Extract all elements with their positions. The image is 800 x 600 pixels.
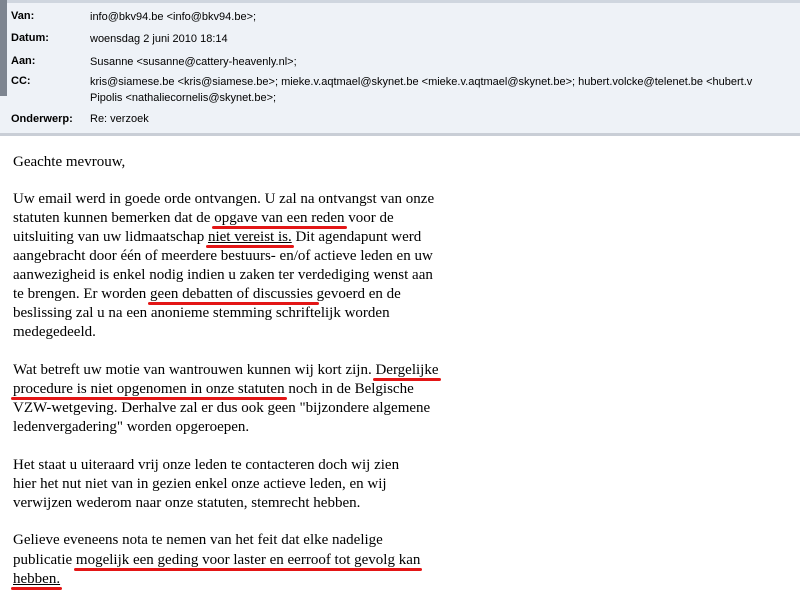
- greeting: Geachte mevrouw,: [13, 154, 126, 170]
- date-value: woensdag 2 juni 2010 18:14: [90, 33, 228, 45]
- body-line: procedure is niet opgenomen in onze statuten noch in de Belgische: [13, 380, 414, 398]
- message-body[interactable]: [0, 138, 800, 600]
- header-divider: [0, 133, 800, 136]
- body-line: aanwezigheid is enkel nodig indien u zaken ter verdediging wenst aan: [13, 267, 433, 283]
- aan-label: Aan:: [11, 55, 36, 67]
- body-line: uitsluiting van uw lidmaatschap niet vereist is. Dit agendapunt werd: [13, 228, 421, 246]
- van-label: Van:: [11, 10, 35, 22]
- cc-label: CC:: [11, 75, 31, 87]
- body-line: te brengen. Er worden geen debatten of discussies gevoerd en de: [13, 285, 401, 303]
- highlighted-phrase: opgave van een reden: [214, 210, 344, 226]
- highlighted-phrase: Dergelijke: [375, 362, 438, 378]
- onderwerp-label: Onderwerp:: [11, 113, 73, 125]
- subject-value: Re: verzoek: [90, 113, 149, 125]
- from-address[interactable]: info@bkv94.be <info@bkv94.be>;: [90, 11, 257, 23]
- header-left-shadow: [0, 0, 7, 96]
- highlighted-phrase: mogelijk een geding voor laster en eerroof tot gevolg kan: [76, 552, 420, 568]
- highlighted-phrase: niet vereist is.: [208, 229, 292, 245]
- body-line: VZW-wetgeving. Derhalve zal er dus ook geen "bijzondere algemene: [13, 400, 431, 416]
- body-line: Wat betreft uw motie van wantrouwen kunnen wij kort zijn. Dergelijke: [13, 361, 439, 379]
- highlighted-phrase: hebben.: [13, 571, 60, 587]
- cc-addresses-line-2[interactable]: Pipolis <nathaliecornelis@skynet.be>;: [90, 92, 277, 104]
- body-line: statuten kunnen bemerken dat de opgave van een reden voor de: [13, 209, 394, 227]
- cc-addresses-line-1[interactable]: kris@siamese.be <kris@siamese.be>; mieke.v.aqtmael@skynet.be <mieke.v.aqtmael@skynet.be>; hubert.volcke@telenet.be <hubert.v: [90, 76, 753, 88]
- red-underline-mark: [11, 587, 62, 590]
- body-line: hier het nut niet van in gezien enkel onze actieve leden, en wij: [13, 476, 387, 492]
- body-line: aangebracht door één of meerdere bestuurs- en/of actieve leden en uw: [13, 248, 433, 264]
- highlighted-phrase: geen debatten of discussies: [150, 286, 317, 302]
- red-underline-mark: [74, 568, 422, 571]
- datum-label: Datum:: [11, 32, 49, 44]
- header-top-border: [0, 0, 800, 3]
- highlighted-phrase: procedure is niet opgenomen in onze statuten: [13, 381, 285, 397]
- body-line: medegedeeld.: [13, 324, 96, 340]
- body-line: [13, 570, 60, 588]
- body-line: ledenvergadering" worden opgeroepen.: [13, 419, 250, 435]
- body-line: verwijzen wederom naar onze statuten, stemrecht hebben.: [13, 495, 361, 511]
- message-header: [0, 0, 800, 136]
- to-address[interactable]: Susanne <susanne@cattery-heavenly.nl>;: [90, 56, 297, 68]
- body-line: Uw email werd in goede orde ontvangen. U zal na ontvangst van onze: [13, 191, 435, 207]
- body-line: beslissing zal u na een anonieme stemming schriftelijk worden: [13, 305, 390, 321]
- body-line: Gelieve eveneens nota te nemen van het feit dat elke nadelige: [13, 532, 383, 548]
- body-line: publicatie mogelijk een geding voor laster en eerroof tot gevolg kan: [13, 551, 420, 569]
- body-line: Het staat u uiteraard vrij onze leden te contacteren doch wij zien: [13, 457, 400, 473]
